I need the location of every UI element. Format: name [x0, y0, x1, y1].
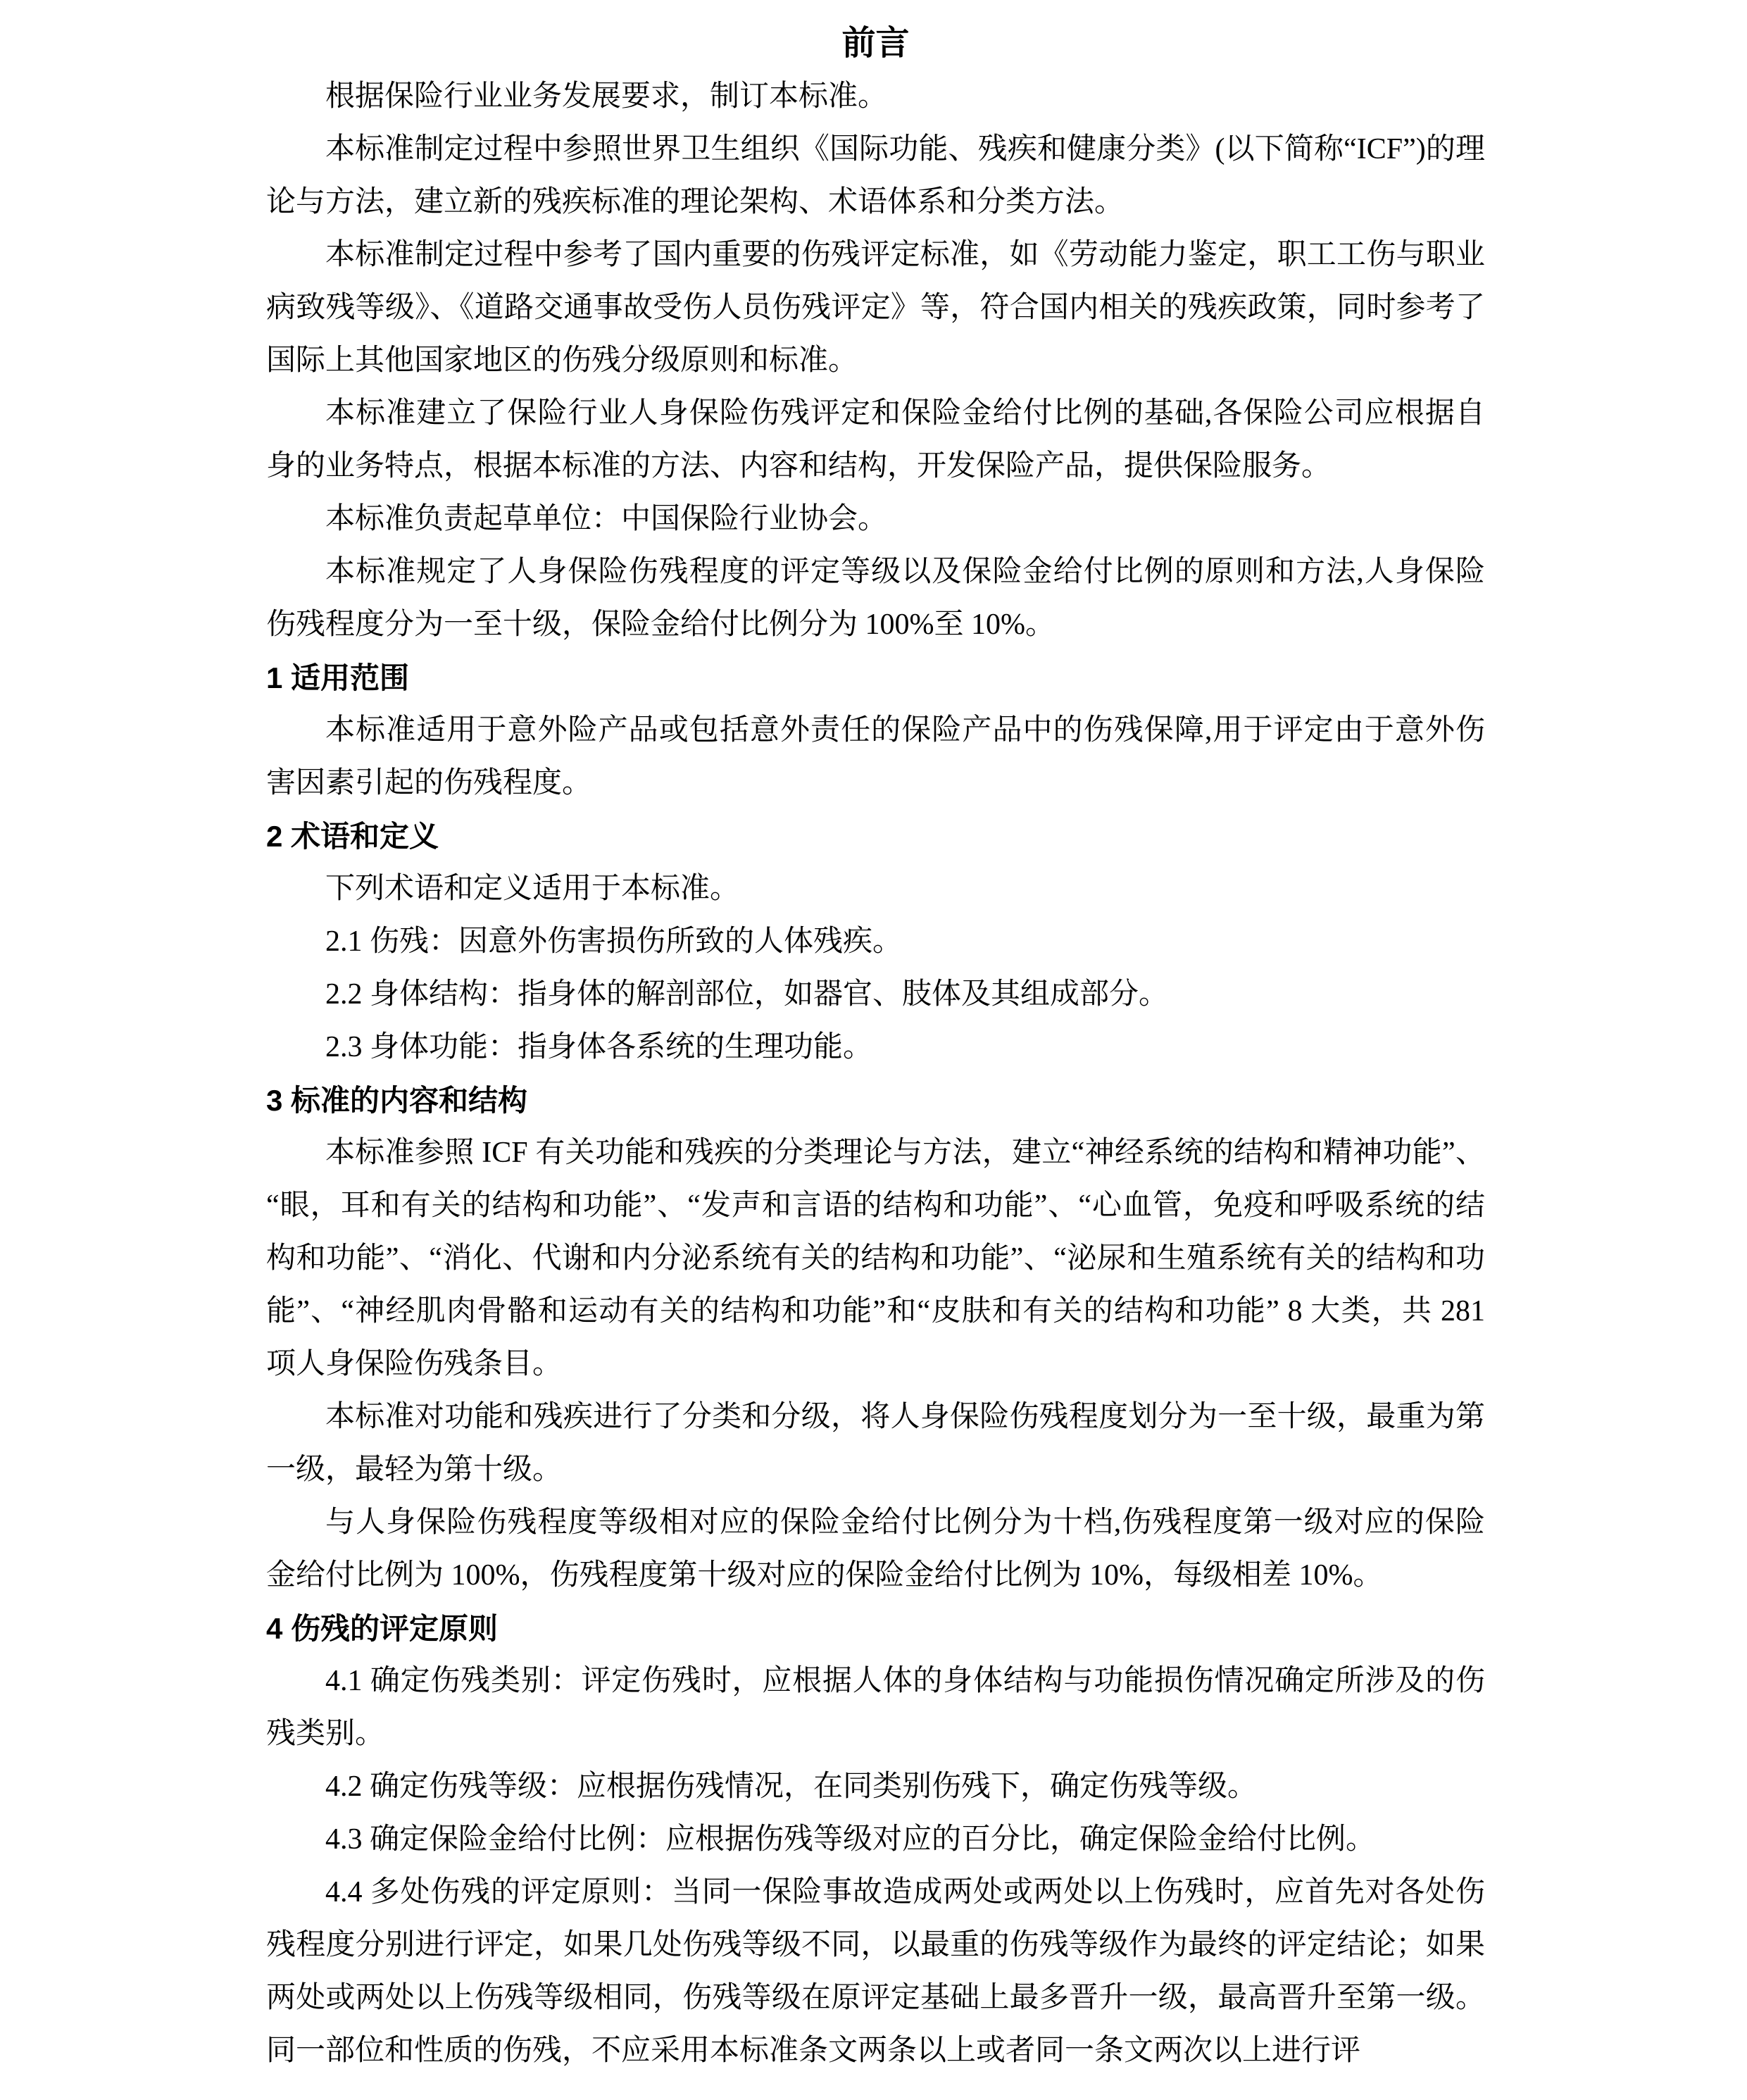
paragraph-principle-4-3: 4.3 确定保险金给付比例：应根据伤残等级对应的百分比，确定保险金给付比例。 [325, 1823, 1376, 1856]
paragraph-term-2-2: 2.2 身体结构：指身体的解剖部位，如器官、肢体及其组成部分。 [325, 978, 1169, 1011]
paragraph-structure-2: 本标准对功能和残疾进行了分类和分级，将人身保险伤残程度划分为一至十级，最重为第一级，最轻为第十级。 [266, 1401, 1485, 1486]
paragraph-term-2-1: 2.1 伤残：因意外伤害损伤所致的人体残疾。 [325, 925, 903, 958]
section-heading-terms: 2 术语和定义 [266, 820, 439, 853]
paragraph-intro-4: 本标准建立了保险行业人身保险伤残评定和保险金给付比例的基础,各保险公司应根据自身的业务特点，根据本标准的方法、内容和结构，开发保险产品，提供保险服务。 [266, 397, 1485, 482]
section-heading-structure: 3 标准的内容和结构 [266, 1084, 528, 1117]
section-heading-principles: 4 伤残的评定原则 [266, 1612, 499, 1645]
paragraph-principle-4-1: 4.1 确定伤残类别：评定伤残时，应根据人体的身体结构与功能损伤情况确定所涉及的伤残类别。 [266, 1665, 1485, 1750]
paragraph-term-2-3: 2.3 身体功能：指身体各系统的生理功能。 [325, 1031, 873, 1063]
section-heading-scope: 1 适用范围 [266, 661, 410, 694]
paragraph-intro-2: 本标准制定过程中参照世界卫生组织《国际功能、残疾和健康分类》(以下简称“ICF”)的理论与方法，建立新的残疾标准的理论架构、术语体系和分类方法。 [266, 133, 1485, 218]
paragraph-intro-3: 本标准制定过程中参考了国内重要的伤残评定标准，如《劳动能力鉴定，职工工伤与职业病致残等级》、《道路交通事故受伤人员伤残评定》等，符合国内相关的残疾政策，同时参考了国际上其他国家地区的伤残分级原则和标准。 [266, 239, 1485, 377]
paragraph-principle-4-4: 4.4 多处伤残的评定原则：当同一保险事故造成两处或两处以上伤残时，应首先对各处伤残程度分别进行评定，如果几处伤残等级不同，以最重的伤残等级作为最终的评定结论；如果两处或两处以上伤残等级相同，伤残等级在原评定基础上最多晋升一级，最高晋升至第一级。同一部位和性质的伤残，不应采用本标准条文两条以上或者同一条文两次以上进行评 [266, 1876, 1485, 2067]
paragraph-terms-intro: 下列术语和定义适用于本标准。 [325, 873, 740, 905]
paragraph-principle-4-2: 4.2 确定伤残等级：应根据伤残情况，在同类别伤残下，确定伤残等级。 [325, 1770, 1258, 1803]
paragraph-intro-5: 本标准规定了人身保险伤残程度的评定等级以及保险金给付比例的原则和方法,人身保险伤残程度分为一至十级，保险金给付比例分为 100%至 10%。 [266, 556, 1485, 641]
paragraph-drafting-unit: 本标准负责起草单位：中国保险行业协会。 [325, 503, 888, 535]
paragraph-scope: 本标准适用于意外险产品或包括意外责任的保险产品中的伤残保障,用于评定由于意外伤害因素引起的伤残程度。 [266, 714, 1485, 799]
paragraph-structure-1: 本标准参照 ICF 有关功能和残疾的分类理论与方法，建立“神经系统的结构和精神功能”、“眼，耳和有关的结构和功能”、“发声和言语的结构和功能”、“心血管，免疫和呼吸系统的结构和功能”、“消化、代谢和内分泌系统有关的结构和功能”、“泌尿和生殖系统有关的结构和功能”、“神经肌肉骨骼和运动有关的结构和功能”和“皮肤和有关的结构和功能” 8 大类，共 281 项人身保险伤残条目。 [266, 1137, 1485, 1380]
paragraph-structure-3: 与人身保险伤残程度等级相对应的保险金给付比例分为十档,伤残程度第一级对应的保险金给付比例为 100%，伤残程度第十级对应的保险金给付比例为 10%，每级相差 10%。 [266, 1506, 1485, 1592]
paragraph-intro-1: 根据保险行业业务发展要求，制订本标准。 [325, 80, 888, 113]
document-title: 前言 [841, 25, 910, 62]
